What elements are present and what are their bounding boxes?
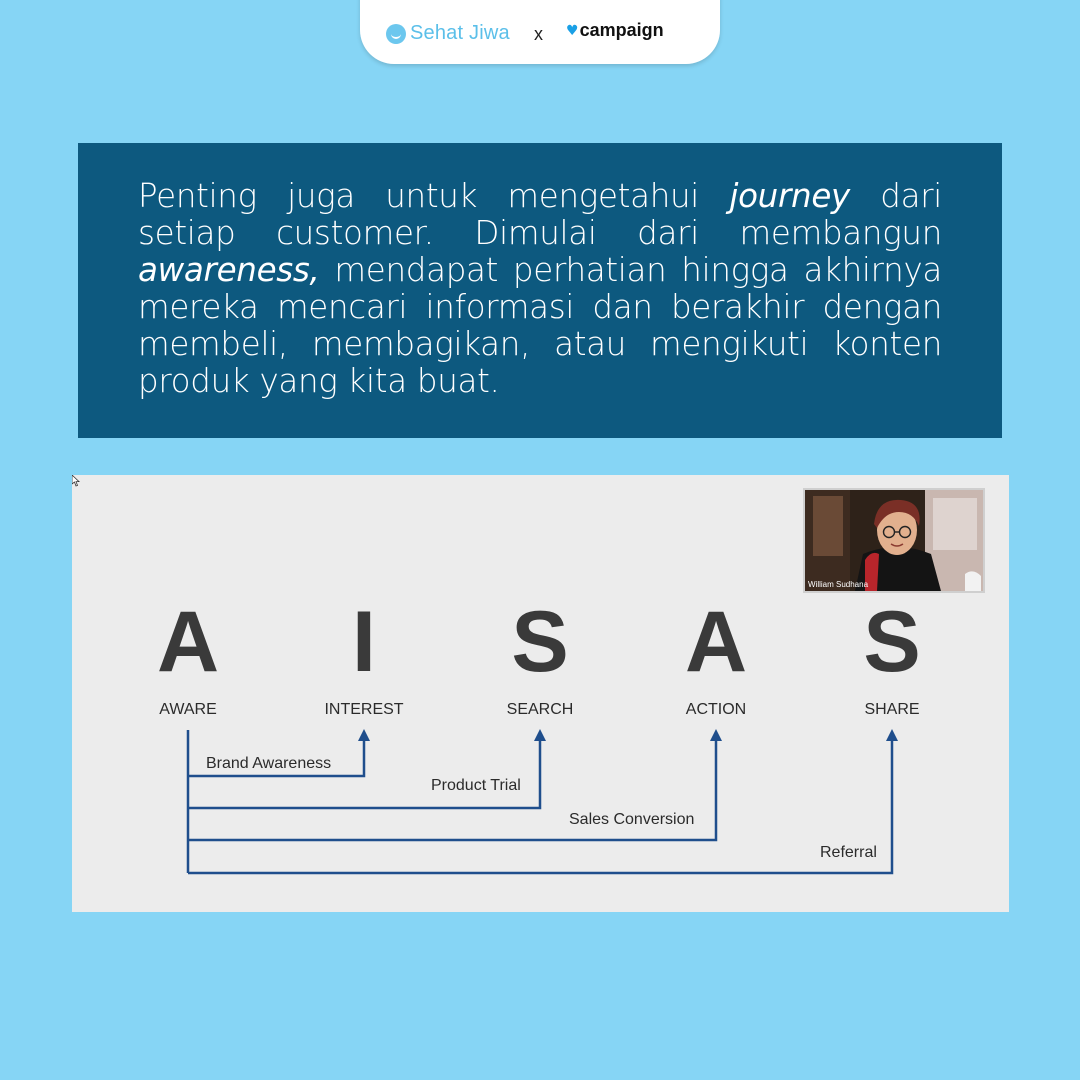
stage-action: ACTION [685, 701, 747, 718]
campaign-label: campaign [579, 20, 664, 40]
aisas-slide [72, 475, 1009, 912]
heart-icon: ♥ [566, 22, 579, 39]
logo-header [360, 0, 720, 64]
letter-i-interest: I [352, 594, 376, 690]
paragraph-part-3: mendapat perhatian hingga akhirnya mereka mencari informasi dan berakhir dengan membeli, membagikan, atau mengikuti konten produk yang kita buat. [138, 251, 942, 400]
brand-separator: x [534, 24, 543, 44]
webcam-thumbnail[interactable] [803, 488, 985, 593]
arrowhead-share [886, 729, 898, 741]
body-paragraph [138, 178, 942, 400]
letter-s-search: S [511, 594, 569, 690]
presenter-video-icon [805, 490, 983, 591]
stage-aware: AWARE [159, 701, 217, 718]
arrowhead-interest [358, 729, 370, 741]
campaign-logo [566, 20, 664, 41]
sehat-jiwa-logo [386, 22, 510, 45]
paragraph-emphasis-journey: journey [729, 177, 850, 215]
letter-a-action: A [684, 594, 748, 690]
mouse-cursor-icon [72, 475, 80, 487]
paragraph-emphasis-awareness: awareness, [138, 251, 320, 289]
sehat-jiwa-logo-icon [386, 24, 406, 44]
paragraph-part-2: dari setiap customer. Dimulai dari membangun [138, 177, 942, 252]
stage-search: SEARCH [506, 701, 574, 718]
arrowhead-search [534, 729, 546, 741]
text-panel [78, 143, 1002, 438]
letter-a-aware: A [156, 594, 220, 690]
link-product-trial: Product Trial [431, 777, 521, 794]
sehat-jiwa-label: Sehat Jiwa [410, 22, 510, 44]
link-sales-conversion: Sales Conversion [569, 811, 695, 828]
link-brand-awareness: Brand Awareness [206, 755, 332, 772]
paragraph-part-1: Penting juga untuk mengetahui [138, 177, 730, 215]
letter-s-share: S [863, 594, 921, 690]
link-referral: Referral [820, 844, 877, 861]
presenter-name: William Sudhana [808, 580, 869, 589]
arrowhead-action [710, 729, 722, 741]
stage-interest: INTEREST [324, 701, 404, 718]
stage-share: SHARE [864, 701, 920, 718]
